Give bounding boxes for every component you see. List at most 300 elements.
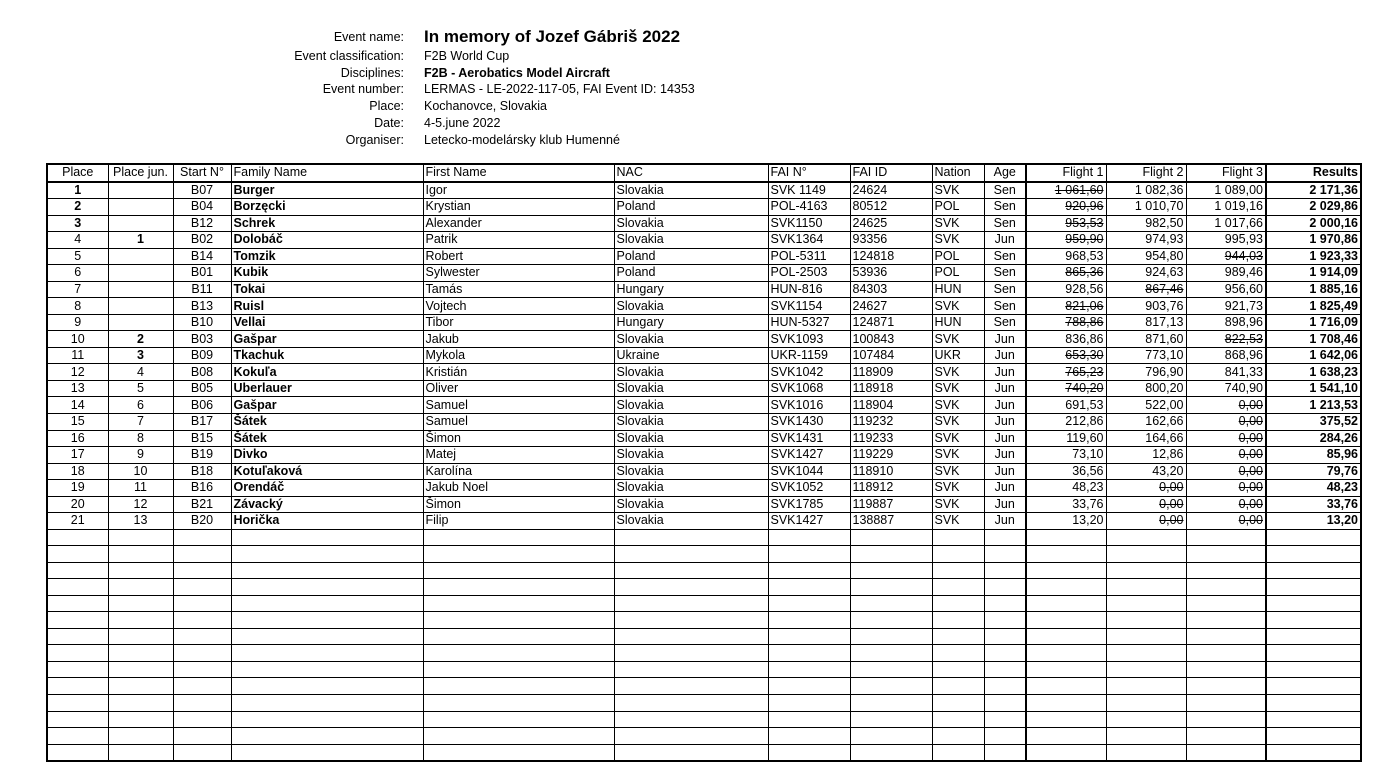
- cell-result: 2 029,86: [1266, 199, 1361, 216]
- cell-first-name: Alexander: [423, 215, 614, 232]
- empty-cell: [108, 744, 173, 761]
- table-row: [47, 199, 1361, 216]
- empty-cell: [108, 645, 173, 662]
- empty-cell: [984, 678, 1026, 695]
- empty-cell: [984, 595, 1026, 612]
- cell-flight-2: 817,13: [1106, 314, 1186, 331]
- cell-nac: Slovakia: [614, 430, 768, 447]
- cell-nation: SVK: [932, 413, 984, 430]
- empty-cell: [47, 529, 108, 546]
- cell-first-name: Matej: [423, 447, 614, 464]
- cell-flight-3: 989,46: [1186, 265, 1266, 282]
- empty-cell: [1186, 529, 1266, 546]
- empty-cell: [932, 711, 984, 728]
- empty-cell: [423, 628, 614, 645]
- cell-place-jun: [108, 265, 173, 282]
- table-row: [47, 513, 1361, 530]
- cell-first-name: Karolína: [423, 463, 614, 480]
- empty-cell: [423, 595, 614, 612]
- table-row: [47, 413, 1361, 430]
- cell-nac: Poland: [614, 265, 768, 282]
- cell-nation: SVK: [932, 380, 984, 397]
- empty-cell: [231, 744, 423, 761]
- empty-cell: [108, 546, 173, 563]
- empty-cell: [932, 678, 984, 695]
- cell-start-no: B20: [173, 513, 231, 530]
- cell-start-no: B15: [173, 430, 231, 447]
- cell-result: 85,96: [1266, 447, 1361, 464]
- cell-start-no: B09: [173, 347, 231, 364]
- cell-first-name: Patrik: [423, 232, 614, 249]
- empty-cell: [47, 728, 108, 745]
- empty-cell: [850, 744, 932, 761]
- cell-result: 2 000,16: [1266, 215, 1361, 232]
- cell-place: 20: [47, 496, 108, 513]
- empty-row: [47, 529, 1361, 546]
- cell-first-name: Tibor: [423, 314, 614, 331]
- empty-cell: [108, 728, 173, 745]
- cell-fai-id: 118909: [850, 364, 932, 381]
- cell-flight-2: 522,00: [1106, 397, 1186, 414]
- table-row: [47, 314, 1361, 331]
- cell-flight-3: 956,60: [1186, 281, 1266, 298]
- table-row: [47, 281, 1361, 298]
- empty-row: [47, 661, 1361, 678]
- empty-cell: [423, 695, 614, 712]
- table-row: [47, 397, 1361, 414]
- cell-flight-1: 119,60: [1026, 430, 1106, 447]
- date-label: Date:: [374, 115, 404, 130]
- cell-age: Jun: [984, 463, 1026, 480]
- cell-fai-id: 119233: [850, 430, 932, 447]
- cell-flight-2: 924,63: [1106, 265, 1186, 282]
- cell-family-name: Divko: [231, 447, 423, 464]
- empty-cell: [850, 711, 932, 728]
- empty-cell: [1026, 728, 1106, 745]
- empty-row: [47, 595, 1361, 612]
- cell-fai-id: 24627: [850, 298, 932, 315]
- empty-cell: [231, 529, 423, 546]
- cell-flight-1: 48,23: [1026, 480, 1106, 497]
- cell-place-jun: [108, 298, 173, 315]
- empty-cell: [1266, 546, 1361, 563]
- empty-cell: [423, 529, 614, 546]
- results-table: [46, 163, 1362, 762]
- empty-cell: [173, 645, 231, 662]
- cell-fai-no: SVK1042: [768, 364, 850, 381]
- cell-nac: Slovakia: [614, 364, 768, 381]
- cell-place-jun: 7: [108, 413, 173, 430]
- empty-cell: [850, 529, 932, 546]
- empty-cell: [1026, 744, 1106, 761]
- cell-start-no: B18: [173, 463, 231, 480]
- cell-flight-3: 898,96: [1186, 314, 1266, 331]
- empty-cell: [614, 595, 768, 612]
- cell-start-no: B04: [173, 199, 231, 216]
- cell-place: 11: [47, 347, 108, 364]
- empty-cell: [1186, 661, 1266, 678]
- cell-fai-no: POL-5311: [768, 248, 850, 265]
- table-row: [47, 496, 1361, 513]
- empty-cell: [932, 546, 984, 563]
- cell-place-jun: 1: [108, 232, 173, 249]
- cell-fai-id: 118918: [850, 380, 932, 397]
- cell-nac: Slovakia: [614, 447, 768, 464]
- cell-nac: Slovakia: [614, 496, 768, 513]
- empty-cell: [1266, 579, 1361, 596]
- cell-age: Jun: [984, 331, 1026, 348]
- cell-result: 1 642,06: [1266, 347, 1361, 364]
- empty-cell: [614, 711, 768, 728]
- empty-cell: [108, 562, 173, 579]
- empty-cell: [173, 711, 231, 728]
- empty-cell: [614, 728, 768, 745]
- cell-nation: SVK: [932, 397, 984, 414]
- empty-cell: [614, 695, 768, 712]
- cell-nac: Slovakia: [614, 413, 768, 430]
- cell-fai-no: HUN-5327: [768, 314, 850, 331]
- empty-cell: [1026, 562, 1106, 579]
- cell-fai-id: 119232: [850, 413, 932, 430]
- results-body: [47, 182, 1361, 762]
- cell-flight-1: 928,56: [1026, 281, 1106, 298]
- empty-cell: [768, 645, 850, 662]
- place-label: Place:: [369, 99, 404, 114]
- cell-first-name: Tamás: [423, 281, 614, 298]
- empty-cell: [108, 579, 173, 596]
- cell-place: 18: [47, 463, 108, 480]
- cell-family-name: Schrek: [231, 215, 423, 232]
- cell-fai-no: SVK1150: [768, 215, 850, 232]
- cell-flight-2: 954,80: [1106, 248, 1186, 265]
- cell-start-no: B11: [173, 281, 231, 298]
- empty-cell: [984, 579, 1026, 596]
- empty-cell: [850, 595, 932, 612]
- cell-nac: Slovakia: [614, 331, 768, 348]
- empty-cell: [108, 529, 173, 546]
- cell-flight-1: 1 061,60: [1026, 182, 1106, 199]
- col-flight-1: Flight 1: [1026, 164, 1106, 182]
- cell-fai-no: SVK1431: [768, 430, 850, 447]
- empty-cell: [1026, 695, 1106, 712]
- empty-cell: [1026, 645, 1106, 662]
- empty-cell: [173, 579, 231, 596]
- empty-cell: [984, 562, 1026, 579]
- cell-start-no: B17: [173, 413, 231, 430]
- empty-cell: [932, 579, 984, 596]
- cell-flight-3: 841,33: [1186, 364, 1266, 381]
- col-results: Results: [1266, 164, 1361, 182]
- empty-cell: [47, 628, 108, 645]
- empty-cell: [768, 728, 850, 745]
- cell-first-name: Filip: [423, 513, 614, 530]
- empty-cell: [423, 546, 614, 563]
- event-name-label: Event name:: [333, 30, 404, 44]
- cell-age: Jun: [984, 480, 1026, 497]
- cell-fai-no: SVK1427: [768, 447, 850, 464]
- empty-cell: [1106, 711, 1186, 728]
- cell-fai-id: 119229: [850, 447, 932, 464]
- cell-nation: SVK: [932, 331, 984, 348]
- cell-fai-id: 100843: [850, 331, 932, 348]
- cell-flight-2: 162,66: [1106, 413, 1186, 430]
- cell-result: 284,26: [1266, 430, 1361, 447]
- empty-cell: [173, 628, 231, 645]
- cell-place-jun: 6: [108, 397, 173, 414]
- cell-family-name: Borzęcki: [231, 199, 423, 216]
- cell-place-jun: 12: [108, 496, 173, 513]
- cell-place-jun: 10: [108, 463, 173, 480]
- cell-place: 17: [47, 447, 108, 464]
- empty-cell: [231, 595, 423, 612]
- cell-first-name: Šimon: [423, 430, 614, 447]
- cell-first-name: Kristián: [423, 364, 614, 381]
- empty-cell: [768, 711, 850, 728]
- empty-cell: [47, 744, 108, 761]
- cell-result: 1 213,53: [1266, 397, 1361, 414]
- cell-nac: Slovakia: [614, 513, 768, 530]
- table-row: [47, 380, 1361, 397]
- empty-cell: [768, 579, 850, 596]
- cell-start-no: B06: [173, 397, 231, 414]
- cell-age: Sen: [984, 248, 1026, 265]
- cell-flight-2: 982,50: [1106, 215, 1186, 232]
- cell-place-jun: [108, 182, 173, 199]
- empty-cell: [231, 728, 423, 745]
- empty-cell: [932, 661, 984, 678]
- empty-cell: [984, 661, 1026, 678]
- empty-cell: [1186, 695, 1266, 712]
- table-row: [47, 447, 1361, 464]
- cell-flight-3: 944,03: [1186, 248, 1266, 265]
- cell-start-no: B03: [173, 331, 231, 348]
- cell-nation: UKR: [932, 347, 984, 364]
- empty-cell: [850, 695, 932, 712]
- empty-cell: [1186, 546, 1266, 563]
- empty-cell: [984, 711, 1026, 728]
- cell-family-name: Ruisl: [231, 298, 423, 315]
- empty-cell: [1266, 695, 1361, 712]
- cell-place-jun: 3: [108, 347, 173, 364]
- empty-row: [47, 546, 1361, 563]
- cell-flight-1: 13,20: [1026, 513, 1106, 530]
- cell-place-jun: [108, 281, 173, 298]
- cell-age: Jun: [984, 413, 1026, 430]
- cell-nac: Hungary: [614, 314, 768, 331]
- empty-cell: [231, 562, 423, 579]
- empty-cell: [1026, 628, 1106, 645]
- empty-row: [47, 562, 1361, 579]
- cell-age: Jun: [984, 397, 1026, 414]
- cell-nation: POL: [932, 265, 984, 282]
- empty-cell: [47, 562, 108, 579]
- empty-cell: [614, 645, 768, 662]
- cell-place: 19: [47, 480, 108, 497]
- cell-fai-id: 84303: [850, 281, 932, 298]
- cell-flight-2: 0,00: [1106, 496, 1186, 513]
- empty-row: [47, 728, 1361, 745]
- empty-cell: [932, 695, 984, 712]
- empty-cell: [173, 695, 231, 712]
- col-flight-2: Flight 2: [1106, 164, 1186, 182]
- cell-place-jun: 13: [108, 513, 173, 530]
- empty-cell: [768, 695, 850, 712]
- cell-family-name: Gašpar: [231, 397, 423, 414]
- cell-flight-2: 796,90: [1106, 364, 1186, 381]
- event-classification: F2B World Cup: [424, 49, 510, 63]
- empty-cell: [231, 579, 423, 596]
- table-row: [47, 347, 1361, 364]
- empty-cell: [1266, 612, 1361, 629]
- empty-cell: [231, 695, 423, 712]
- empty-cell: [1266, 711, 1361, 728]
- cell-flight-1: 865,36: [1026, 265, 1106, 282]
- empty-cell: [231, 546, 423, 563]
- cell-nac: Slovakia: [614, 215, 768, 232]
- empty-cell: [614, 579, 768, 596]
- empty-cell: [231, 678, 423, 695]
- empty-cell: [984, 529, 1026, 546]
- empty-cell: [614, 546, 768, 563]
- empty-cell: [1106, 529, 1186, 546]
- cell-flight-1: 788,86: [1026, 314, 1106, 331]
- empty-cell: [231, 645, 423, 662]
- cell-result: 2 171,36: [1266, 182, 1361, 199]
- empty-cell: [1266, 661, 1361, 678]
- empty-cell: [768, 595, 850, 612]
- cell-fai-id: 138887: [850, 513, 932, 530]
- cell-family-name: Dolobáč: [231, 232, 423, 249]
- empty-cell: [1186, 628, 1266, 645]
- empty-cell: [768, 529, 850, 546]
- table-row: [47, 215, 1361, 232]
- empty-cell: [1186, 612, 1266, 629]
- cell-flight-2: 0,00: [1106, 480, 1186, 497]
- cell-place: 1: [47, 182, 108, 199]
- cell-place: 10: [47, 331, 108, 348]
- empty-cell: [614, 661, 768, 678]
- cell-age: Jun: [984, 347, 1026, 364]
- empty-cell: [47, 695, 108, 712]
- empty-cell: [231, 612, 423, 629]
- cell-family-name: Tomzik: [231, 248, 423, 265]
- empty-cell: [231, 661, 423, 678]
- cell-place: 12: [47, 364, 108, 381]
- cell-age: Jun: [984, 364, 1026, 381]
- cell-family-name: Horička: [231, 513, 423, 530]
- cell-flight-3: 0,00: [1186, 430, 1266, 447]
- empty-cell: [1106, 661, 1186, 678]
- cell-fai-id: 24624: [850, 182, 932, 199]
- empty-cell: [932, 595, 984, 612]
- cell-place: 5: [47, 248, 108, 265]
- cell-family-name: Kotuľaková: [231, 463, 423, 480]
- cell-age: Jun: [984, 496, 1026, 513]
- cell-flight-1: 953,53: [1026, 215, 1106, 232]
- cell-nac: Slovakia: [614, 182, 768, 199]
- empty-cell: [1106, 695, 1186, 712]
- cell-place-jun: 11: [108, 480, 173, 497]
- cell-nation: SVK: [932, 480, 984, 497]
- cell-fai-no: POL-4163: [768, 199, 850, 216]
- cell-nac: Slovakia: [614, 397, 768, 414]
- cell-flight-3: 0,00: [1186, 447, 1266, 464]
- cell-flight-1: 920,96: [1026, 199, 1106, 216]
- cell-flight-3: 740,90: [1186, 380, 1266, 397]
- cell-start-no: B07: [173, 182, 231, 199]
- cell-family-name: Orendáč: [231, 480, 423, 497]
- cell-nac: Poland: [614, 248, 768, 265]
- col-place: Place: [47, 164, 108, 182]
- cell-first-name: Oliver: [423, 380, 614, 397]
- empty-cell: [932, 529, 984, 546]
- cell-flight-2: 43,20: [1106, 463, 1186, 480]
- cell-flight-3: 921,73: [1186, 298, 1266, 315]
- cell-start-no: B14: [173, 248, 231, 265]
- cell-result: 375,52: [1266, 413, 1361, 430]
- cell-family-name: Šátek: [231, 430, 423, 447]
- event-info: [230, 26, 930, 148]
- empty-cell: [1026, 711, 1106, 728]
- cell-first-name: Šimon: [423, 496, 614, 513]
- empty-cell: [423, 612, 614, 629]
- cell-place-jun: [108, 215, 173, 232]
- empty-cell: [1186, 678, 1266, 695]
- empty-cell: [850, 562, 932, 579]
- cell-fai-no: SVK1052: [768, 480, 850, 497]
- event-number: LERMAS - LE-2022-117-05, FAI Event ID: 14353: [424, 82, 695, 97]
- cell-start-no: B10: [173, 314, 231, 331]
- cell-fai-id: 124818: [850, 248, 932, 265]
- cell-flight-1: 821,06: [1026, 298, 1106, 315]
- cell-flight-3: 1 019,16: [1186, 199, 1266, 216]
- cell-age: Jun: [984, 380, 1026, 397]
- empty-cell: [173, 612, 231, 629]
- cell-family-name: Tokai: [231, 281, 423, 298]
- cell-age: Sen: [984, 314, 1026, 331]
- empty-cell: [108, 711, 173, 728]
- empty-cell: [932, 628, 984, 645]
- cell-family-name: Tkachuk: [231, 347, 423, 364]
- table-row: [47, 430, 1361, 447]
- cell-fai-no: SVK1068: [768, 380, 850, 397]
- cell-fai-id: 118910: [850, 463, 932, 480]
- col-fai-no: FAI N°: [768, 164, 850, 182]
- empty-cell: [1026, 579, 1106, 596]
- cell-result: 1 914,09: [1266, 265, 1361, 282]
- cell-place: 6: [47, 265, 108, 282]
- cell-place: 21: [47, 513, 108, 530]
- cell-place-jun: 2: [108, 331, 173, 348]
- empty-cell: [984, 612, 1026, 629]
- cell-flight-2: 0,00: [1106, 513, 1186, 530]
- empty-cell: [173, 661, 231, 678]
- empty-cell: [1266, 562, 1361, 579]
- cell-place-jun: 4: [108, 364, 173, 381]
- cell-result: 1 541,10: [1266, 380, 1361, 397]
- cell-flight-3: 995,93: [1186, 232, 1266, 249]
- empty-cell: [1266, 595, 1361, 612]
- cell-nac: Poland: [614, 199, 768, 216]
- empty-cell: [1106, 728, 1186, 745]
- disciplines-label: Disciplines:: [340, 65, 404, 80]
- empty-cell: [1266, 529, 1361, 546]
- cell-place: 16: [47, 430, 108, 447]
- empty-cell: [984, 546, 1026, 563]
- cell-first-name: Jakub: [423, 331, 614, 348]
- empty-row: [47, 711, 1361, 728]
- cell-nation: SVK: [932, 430, 984, 447]
